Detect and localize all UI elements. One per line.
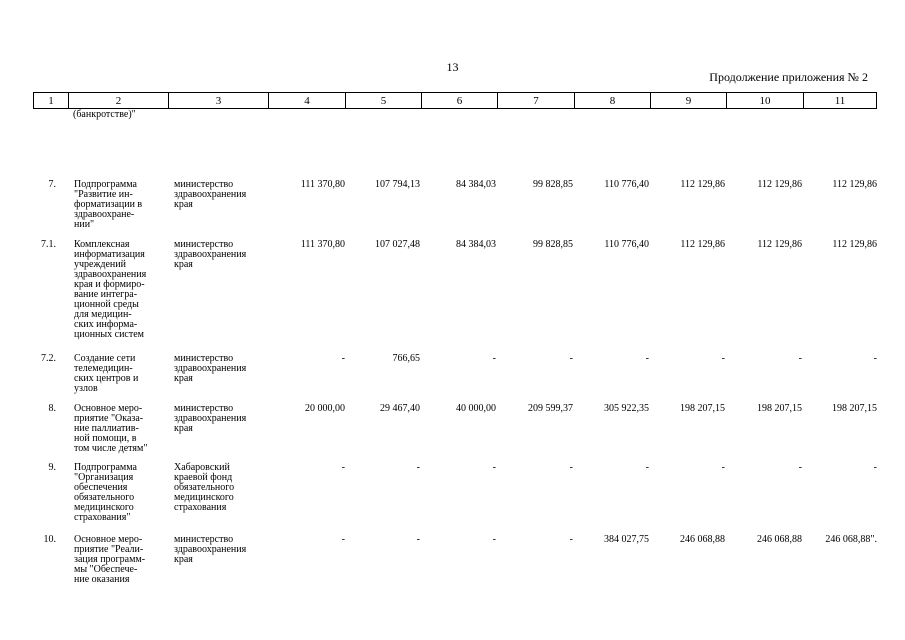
value-cell: 107 027,48 xyxy=(375,239,420,250)
carryover-text: (банкротстве)" xyxy=(73,109,136,120)
value-cell: - xyxy=(798,353,802,364)
value-cell: - xyxy=(492,534,496,545)
column-header-7: 7 xyxy=(498,93,575,109)
value-cell: - xyxy=(341,534,345,545)
value-cell: - xyxy=(569,462,573,473)
column-header-11: 11 xyxy=(804,93,877,109)
value-cell: 198 207,15 xyxy=(832,403,877,414)
row-executor: министерство здравоохранения края xyxy=(174,403,247,434)
row-executor: министерство здравоохранения края xyxy=(174,239,247,270)
value-cell: - xyxy=(873,353,877,364)
row-number: 9. xyxy=(48,462,56,473)
column-header-9: 9 xyxy=(651,93,727,109)
value-cell: 112 129,86 xyxy=(832,179,877,190)
column-header-6: 6 xyxy=(422,93,498,109)
value-cell: - xyxy=(721,462,725,473)
column-header-8: 8 xyxy=(575,93,651,109)
value-cell: 107 794,13 xyxy=(375,179,420,190)
value-cell: 99 828,85 xyxy=(533,179,573,190)
value-cell: 384 027,75 xyxy=(604,534,649,545)
value-cell: - xyxy=(569,353,573,364)
column-header-4: 4 xyxy=(269,93,346,109)
row-name: Основное меро- приятие "Оказа- ние паллиатив- ной помощи, в том числе детям" xyxy=(74,403,148,454)
value-cell: 84 384,03 xyxy=(456,179,496,190)
value-cell: - xyxy=(873,462,877,473)
value-cell: - xyxy=(492,353,496,364)
value-cell: 110 776,40 xyxy=(604,239,649,250)
value-cell: 99 828,85 xyxy=(533,239,573,250)
row-name: Основное меро- приятие "Реали- зация программ- мы "Обеспече- ние оказания xyxy=(74,534,146,585)
value-cell: 20 000,00 xyxy=(305,403,345,414)
value-cell: - xyxy=(798,462,802,473)
row-executor: Хабаровский краевой фонд обязательного медицинского страхования xyxy=(174,462,235,513)
column-header-2: 2 xyxy=(69,93,169,109)
row-name: Создание сети телемедицин- ских центров и узлов xyxy=(74,353,139,394)
row-number: 7. xyxy=(48,179,56,190)
value-cell: 246 068,88". xyxy=(825,534,877,545)
value-cell: 111 370,80 xyxy=(300,239,345,250)
value-cell: 40 000,00 xyxy=(456,403,496,414)
column-header-row xyxy=(33,92,877,109)
value-cell: 198 207,15 xyxy=(680,403,725,414)
value-cell: 198 207,15 xyxy=(757,403,802,414)
column-header-3: 3 xyxy=(169,93,269,109)
row-number: 8. xyxy=(48,403,56,414)
value-cell: 246 068,88 xyxy=(680,534,725,545)
value-cell: 112 129,86 xyxy=(680,239,725,250)
value-cell: 29 467,40 xyxy=(380,403,420,414)
value-cell: 112 129,86 xyxy=(757,179,802,190)
row-number: 10. xyxy=(43,534,56,545)
value-cell: - xyxy=(341,462,345,473)
value-cell: - xyxy=(416,534,420,545)
value-cell: - xyxy=(645,462,649,473)
continuation-title: Продолжение приложения № 2 xyxy=(709,70,868,84)
value-cell: - xyxy=(416,462,420,473)
column-header-5: 5 xyxy=(346,93,422,109)
column-header-10: 10 xyxy=(727,93,804,109)
row-executor: министерство здравоохранения края xyxy=(174,353,247,384)
value-cell: - xyxy=(492,462,496,473)
row-name: Подпрограмма "Организация обеспечения обязательного медицинского страхования" xyxy=(74,462,137,523)
value-cell: 305 922,35 xyxy=(604,403,649,414)
value-cell: 112 129,86 xyxy=(832,239,877,250)
value-cell: 84 384,03 xyxy=(456,239,496,250)
row-executor: министерство здравоохранения края xyxy=(174,179,247,210)
value-cell: 111 370,80 xyxy=(300,179,345,190)
value-cell: 112 129,86 xyxy=(757,239,802,250)
value-cell: 766,65 xyxy=(392,353,420,364)
value-cell: 209 599,37 xyxy=(528,403,573,414)
value-cell: - xyxy=(721,353,725,364)
value-cell: 110 776,40 xyxy=(604,179,649,190)
row-name: Подпрограмма "Развитие ин- форматизации в здравоохране- нии" xyxy=(74,179,143,230)
row-number: 7.1. xyxy=(41,239,56,250)
row-executor: министерство здравоохранения края xyxy=(174,534,247,565)
value-cell: - xyxy=(569,534,573,545)
value-cell: - xyxy=(341,353,345,364)
row-number: 7.2. xyxy=(41,353,56,364)
value-cell: 246 068,88 xyxy=(757,534,802,545)
column-header-1: 1 xyxy=(34,93,69,109)
value-cell: 112 129,86 xyxy=(680,179,725,190)
page-number: 13 xyxy=(446,60,459,74)
row-name: Комплексная информатизация учреждений здравоохранения края и формиро- вание интегра- ционной среды для медицин- ских информа- ционных систем xyxy=(74,239,147,340)
value-cell: - xyxy=(645,353,649,364)
